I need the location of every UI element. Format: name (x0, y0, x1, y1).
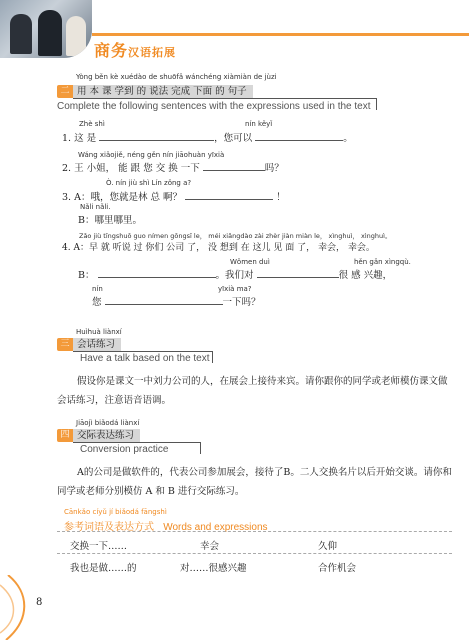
section3-underline (73, 351, 213, 352)
item3-line-b (78, 212, 142, 226)
section2-instruction: Complete the following sentences with the expressions used in the text (57, 101, 371, 112)
page-number: 8 (36, 597, 43, 608)
item3-blank[interactable] (185, 191, 273, 200)
brand-sub: 汉语拓展 (128, 46, 177, 59)
item4-a-label: A： (73, 243, 89, 253)
reference-divider-mid (57, 553, 452, 554)
item1-blank-b[interactable] (255, 132, 343, 141)
reference-title-zh: 参考词语及表达方式 (64, 522, 154, 533)
item3-pinyin-a: Ò. nín jiù shì Lín zǒng a? (106, 179, 192, 187)
section3-pinyin: Huìhuà liànxí (76, 328, 122, 336)
section4-underline (73, 442, 201, 443)
business-people-photo (0, 0, 92, 58)
section4-subtitle: Conversion practice (80, 444, 169, 455)
item2-end: 吗？ (264, 163, 284, 174)
item3-b-text: 哪里哪里。 (94, 215, 142, 226)
page-header (0, 0, 469, 62)
item4-b-end: 很 感 兴趣， (338, 270, 393, 281)
book-brand (94, 38, 176, 61)
brand-main: 商务 (94, 41, 129, 60)
section2-label: 用 本 课 学到 的 说法 完成 下面 的 句子 (73, 85, 253, 98)
item4-b-mid: 。我们对 (215, 270, 254, 281)
item4-c-start: 您 (92, 297, 102, 308)
item1-number: 1. (62, 133, 72, 144)
item4-number: 4. (62, 243, 71, 253)
item1-line (62, 130, 353, 144)
section3-heading (57, 338, 217, 351)
section2-pinyin: Yòng běn kè xuédào de shuōfǎ wánchéng xiàmiàn de jùzi (76, 73, 277, 81)
item1-blank-a[interactable] (99, 132, 214, 141)
page-corner-arc (0, 575, 60, 640)
item3-a-text: 哦，您就是林 总 啊？ (90, 192, 183, 203)
item2-number: 2. (62, 163, 72, 174)
section3-tick (212, 351, 213, 363)
item3-number: 3. (62, 192, 72, 203)
reference-title-en: Words and expressions (163, 522, 268, 533)
section3-paragraph: 假设你是课文一中刘力公司的人，在展会上接待来宾。请你跟你的同学或老师模仿课文做会话练习，注意语音语调。 (57, 376, 448, 406)
section2-heading (57, 85, 377, 98)
section2-number: 二 (57, 85, 73, 98)
item1-pinyin-b: nín kěyǐ (245, 120, 273, 128)
item4-line-b (78, 267, 392, 281)
item4-pinyin-c2: yīxià ma? (218, 285, 252, 293)
item2-line (62, 160, 284, 174)
item4-blank-c[interactable] (105, 296, 223, 305)
item1-text-b: ，您可以 (214, 133, 253, 144)
item4-blank-b1[interactable] (98, 269, 216, 278)
section4-number: 四 (57, 429, 73, 442)
item4-blank-b2[interactable] (257, 269, 339, 278)
item4-b-label: B： (78, 270, 95, 281)
section4-label: 交际表达练习 (73, 429, 140, 442)
item1-end: 。 (343, 133, 353, 144)
item3-a-label: A： (74, 192, 91, 203)
section4-paragraph: A的公司是做软件的，代表公司参加展会，接待了B。二人交换名片以后开始交谈。请你和同学或老师分别模仿 A 和 B 进行交际练习。 (57, 467, 452, 497)
item4-pinyin-c1: nín (92, 285, 103, 293)
item1-text-a: 这 是 (74, 133, 97, 144)
item4-pinyin-b1: Wǒmen duì (230, 258, 270, 266)
section2-underline (73, 98, 377, 99)
section3-number: 三 (57, 338, 73, 351)
section4-pinyin: Jiāojì biǎodá liànxí (76, 419, 140, 427)
reference-row1-col3: 久仰 (318, 541, 338, 552)
reference-pinyin: Cānkǎo cíyǔ jí biǎodá fāngshì (64, 508, 167, 516)
section2-tick (376, 98, 377, 110)
reference-divider-top (57, 531, 452, 532)
section3-label: 会话练习 (73, 338, 121, 351)
reference-row2-col3: 合作机会 (318, 563, 357, 574)
reference-row1-col1: 交换一下…… (70, 541, 128, 552)
item4-a-text: 早 就 听说 过 你们 公司 了， 没 想到 在 这儿 见 面 了， 幸会， 幸会。 (88, 243, 375, 253)
reference-row1-col2: 幸会 (200, 541, 220, 552)
item3-pinyin-b: Nǎli nǎli. (80, 203, 111, 211)
section4-tick (200, 442, 201, 454)
section3-subtitle: Have a talk based on the text (80, 353, 210, 364)
item3-line-a (62, 189, 286, 203)
item2-blank[interactable] (203, 162, 265, 171)
item2-text: 王 小姐， 能 跟 您 交 换 一下 (74, 163, 200, 174)
reference-row2-col1: 我也是做……的 (70, 563, 137, 574)
reference-row2-col2: 对……很感兴趣 (180, 563, 247, 574)
item4-pinyin-b2: hěn gǎn xìngqù. (354, 258, 411, 266)
item1-pinyin-a: Zhè shì (79, 120, 105, 128)
item3-a-end: ！ (276, 192, 286, 203)
section4-heading (57, 429, 187, 442)
item4-pinyin-a: Zǎo jiù tīngshuō guo nímen gōngsī le， méi xiǎngdào zài zhèr jiàn miàn le， xìnghuì， xìnghuì。 (79, 232, 392, 240)
item2-pinyin: Wáng xiǎojiě, néng gěn nín jiāohuàn yīxià (78, 151, 225, 159)
item3-b-label: B： (78, 215, 95, 226)
item4-line-c (92, 294, 261, 308)
item4-c-end: 一下吗？ (222, 297, 261, 308)
item4-line-a (62, 240, 375, 253)
header-accent-bar (92, 33, 469, 36)
